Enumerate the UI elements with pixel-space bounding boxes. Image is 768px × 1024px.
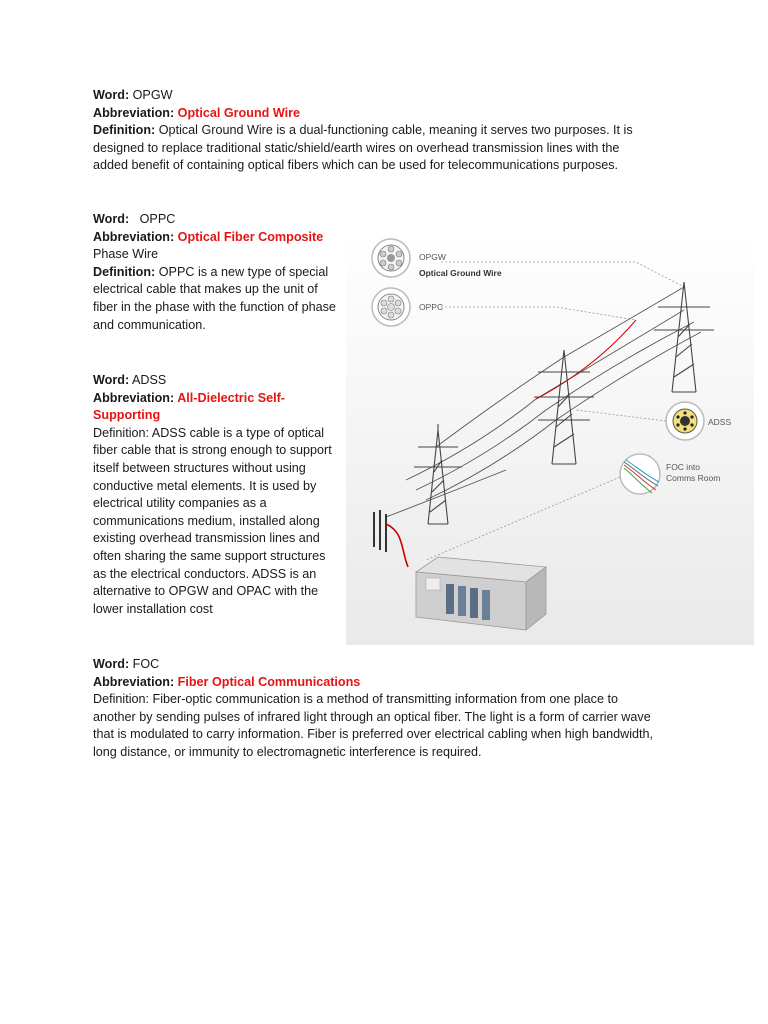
foc-label-line1: FOC into — [666, 462, 701, 472]
abbreviation-value: Fiber Optical Communications — [177, 674, 361, 689]
adss-label: ADSS — [708, 417, 732, 427]
word-value: OPPC — [129, 212, 176, 226]
abbreviation-value: Optical Ground Wire — [177, 105, 301, 120]
tower-middle — [534, 350, 594, 464]
entry-adss — [93, 372, 338, 618]
definition-text: OPPC is a new type of special electrical cable that makes up the unit of fiber in the phase with the function of phase and communication. — [93, 264, 336, 332]
word-label: Word: — [93, 657, 130, 671]
word-value: ADSS — [129, 373, 167, 387]
word-label: Word: — [93, 212, 130, 226]
word-value: OPGW — [129, 88, 173, 102]
opgw-caption: Optical Ground Wire — [419, 268, 502, 278]
tower-right — [654, 282, 714, 392]
foc-label-line2: Comms Room — [666, 473, 721, 483]
abbreviation-label: Abbreviation: — [93, 674, 178, 689]
oppc-label: OPPC — [419, 302, 444, 312]
entry-oppc — [93, 211, 338, 334]
abbreviation-continuation: Phase Wire — [93, 247, 159, 262]
definition-label: Definition: — [93, 123, 156, 138]
oppc-cable-icon — [372, 288, 410, 326]
opgw-label: OPGW — [419, 252, 446, 262]
transmission-line-illustration — [346, 232, 754, 645]
opgw-cable-icon — [372, 239, 410, 277]
transmission-diagram — [346, 232, 754, 645]
abbreviation-label: Abbreviation: — [93, 229, 178, 244]
definition-text: Definition: ADSS cable is a type of optical fiber cable that is strong enough to support itself between structures without using conductive metal elements. It is used by electrical utility companies as a communications medium, installed along existing overhead transmission lines and often sharing the same support structures as the electrical conductors. ADSS is an alternative to OPGW and OPAC with the lower installation cost — [93, 425, 332, 616]
word-label: Word: — [93, 88, 130, 102]
entry-foc — [93, 656, 653, 762]
tower-left — [414, 424, 462, 524]
definition-text: Optical Ground Wire is a dual-functioning cable, meaning it serves two purposes. It is designed to replace traditional static/shield/earth wires on overhead transmission lines with the added benefit of containing optical fibers which can be used for telecommunications purposes. — [93, 123, 633, 173]
word-value: FOC — [129, 657, 160, 671]
entry-opgw — [93, 87, 653, 175]
abbreviation-label: Abbreviation: — [93, 105, 178, 120]
definition-text: Definition: Fiber-optic communication is a method of transmitting information from one place to another by sending pulses of infrared light through an optical fiber. The light is a form of carrier wave that is modulated to carry information. Fiber is preferred over electrical cabling when high bandwidth, long distance, or immunity to electromagnetic interference is required. — [93, 692, 654, 759]
word-label: Word: — [93, 373, 130, 387]
comms-room-building — [416, 557, 546, 630]
abbreviation-value: All-Dielectric Self-Supporting — [93, 390, 285, 423]
adss-cable-icon — [666, 402, 704, 440]
abbreviation-label: Abbreviation: — [93, 390, 178, 405]
foc-cable-icon — [620, 454, 660, 494]
utility-posts — [374, 510, 386, 552]
abbreviation-value: Optical Fiber Composite — [177, 229, 324, 244]
definition-label: Definition: — [93, 264, 156, 279]
